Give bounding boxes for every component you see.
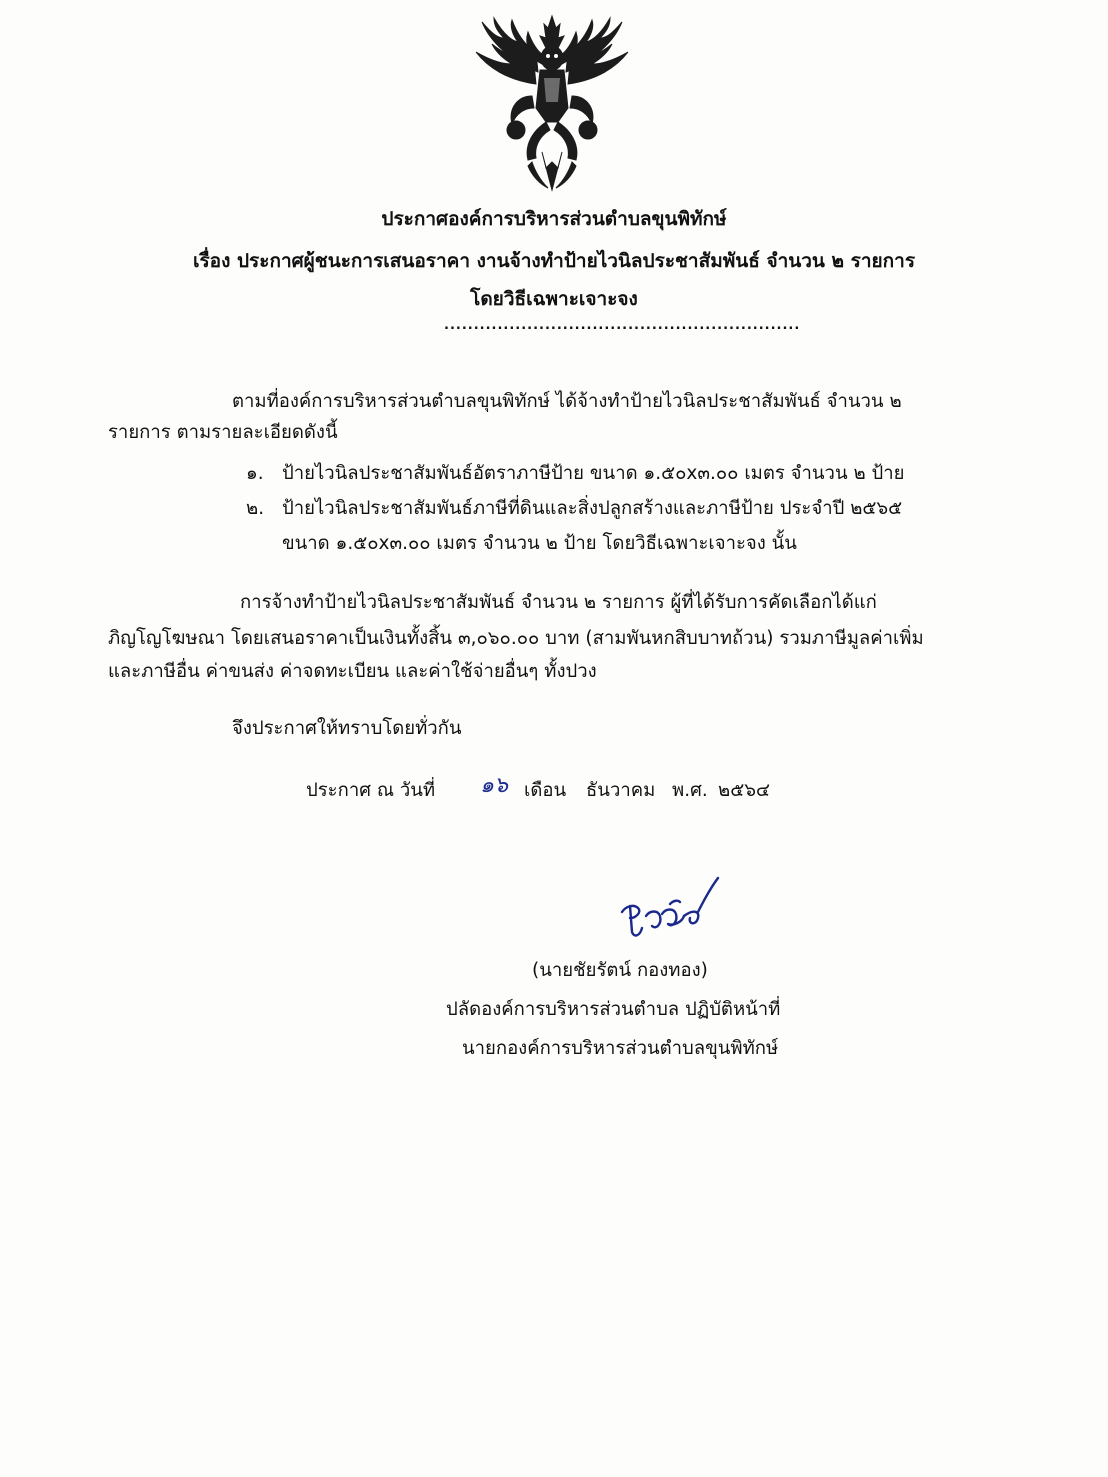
item-2-text-line-1: ป้ายไวนิลประชาสัมพันธ์ภาษีที่ดินและสิ่งปลูกสร้างและภาษีป้าย ประจำปี ๒๕๖๕ xyxy=(282,498,903,519)
date-month-label: เดือน xyxy=(524,780,567,801)
signatory-position-line-2: นายกองค์การบริหารส่วนตำบลขุนพิทักษ์ xyxy=(462,1038,779,1059)
date-year: ๒๕๖๔ xyxy=(718,780,770,801)
item-2-text-line-2: ขนาด ๑.๕๐x๓.๐๐ เมตร จำนวน ๒ ป้าย โดยวิธีเฉพาะเจาะจง นั้น xyxy=(282,533,797,554)
announcement-subject: เรื่อง ประกาศผู้ชนะการเสนอราคา งานจ้างทำป้ายไวนิลประชาสัมพันธ์ จำนวน ๒ รายการ xyxy=(192,250,916,272)
paragraph-2-line-1: การจ้างทำป้ายไวนิลประชาสัมพันธ์ จำนวน ๒ รายการ ผู้ที่ได้รับการคัดเลือกได้แก่ xyxy=(240,592,877,613)
signatory-name: (นายชัยรัตน์ กองทอง) xyxy=(532,960,708,981)
garuda-emblem-icon xyxy=(472,12,632,192)
paragraph-1-line-1: ตามที่องค์การบริหารส่วนตำบลขุนพิทักษ์ ได้จ้างทำป้ายไวนิลประชาสัมพันธ์ จำนวน ๒ xyxy=(232,391,902,412)
header-separator: ............................................................ xyxy=(444,318,801,333)
signature-mark xyxy=(612,872,732,944)
announcement-title: ประกาศองค์การบริหารส่วนตำบลขุนพิทักษ์ xyxy=(381,208,727,230)
paragraph-2-line-2: ภิญโญโฆษณา โดยเสนอราคาเป็นเงินทั้งสิ้น ๓,๐๖๐.๐๐ บาท (สามพันหกสิบบาทถ้วน) รวมภาษีมูลค่าเพิ่ม xyxy=(108,628,924,649)
item-2-number: ๒. xyxy=(246,498,265,519)
paragraph-1-line-2: รายการ ตามรายละเอียดดังนี้ xyxy=(108,422,338,443)
announce-line: จึงประกาศให้ทราบโดยทั่วกัน xyxy=(232,718,462,739)
item-1-text: ป้ายไวนิลประชาสัมพันธ์อัตราภาษีป้าย ขนาด ๑.๕๐x๓.๐๐ เมตร จำนวน ๒ ป้าย xyxy=(282,463,905,484)
procurement-method: โดยวิธีเฉพาะเจาะจง xyxy=(470,288,638,310)
date-prefix: ประกาศ ณ วันที่ xyxy=(306,780,436,801)
date-year-label: พ.ศ. xyxy=(672,780,708,801)
signatory-position-line-1: ปลัดองค์การบริหารส่วนตำบล ปฏิบัติหน้าที่ xyxy=(446,999,781,1020)
paragraph-2-line-3: และภาษีอื่น ค่าขนส่ง ค่าจดทะเบียน และค่าใช้จ่ายอื่นๆ ทั้งปวง xyxy=(108,661,597,682)
date-month: ธันวาคม xyxy=(586,780,656,801)
date-day-handwritten: ๑๖ xyxy=(480,773,508,798)
item-1-number: ๑. xyxy=(246,463,264,484)
